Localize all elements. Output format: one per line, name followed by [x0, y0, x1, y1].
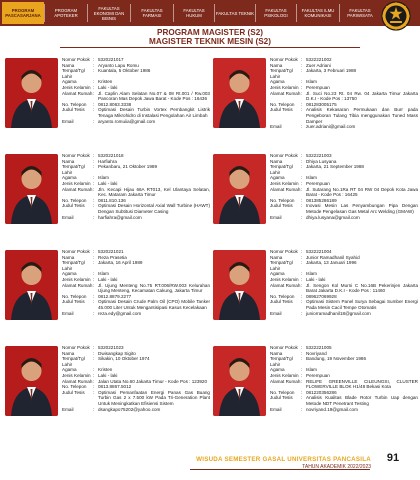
detail-row-nama: Nama : Reza Prasetia	[62, 255, 210, 261]
nav-tab-hukum[interactable]: FAKULTAS HUKUM	[183, 8, 205, 18]
email-value[interactable]: aryanto.romuiia@gmail.com	[98, 118, 156, 124]
detail-label: Email	[62, 310, 74, 316]
detail-row-jenis-kelamin: Jenis Kelamin : Laki - laki	[62, 373, 210, 379]
detail-row-ttl: Tempat/Tgl Lahir : Jakarta, 3 Februari 1988	[270, 68, 418, 79]
detail-row-alamat: Alamat Rumah : Jln. Kecapi Hijau 66A RT013, Kel Ulantaya Selatan, Kec. Mataram Jakarta Timur	[62, 186, 210, 198]
graduate-details	[270, 57, 418, 130]
telepon-value: 0811.810.136	[98, 197, 126, 203]
detail-row-ttl: Tempat/Tgl Lahir : Jakarta, 13 Januari 1996	[270, 260, 418, 271]
nomor-pokok-value: 5320221021	[98, 249, 124, 254]
graduate-details	[62, 57, 210, 124]
heading-divider	[60, 47, 360, 48]
detail-row-nama: Nama : Junior Ramadhanil Syahid	[270, 255, 418, 261]
detail-row-email: Email : dsangkapo75202@yahoo.com	[62, 407, 210, 413]
detail-row-agama: Agama : Kristen	[62, 367, 210, 373]
agama-value: Islam	[306, 79, 317, 85]
alamat-value: Jl. Ujung Menteng No.75 RT.006/RW.003 Kelurahan Ujung Menteng, Kecamatan Cakung, Jakarta Timur	[98, 282, 210, 294]
jenis-kelamin-value: Laki - laki	[98, 372, 118, 378]
detail-label: Alamat Rumah	[270, 90, 301, 96]
detail-label: Nomor Pokok	[270, 153, 298, 158]
nama-value: Dhiya Lusyana	[306, 158, 337, 164]
person-portrait-icon	[5, 154, 58, 224]
detail-label: Judul Tesis	[270, 203, 293, 209]
detail-label: Nomor Pokok	[270, 57, 298, 62]
detail-label: Nama	[270, 350, 283, 356]
nomor-pokok-value: 5322221002	[306, 57, 332, 62]
person-portrait-icon	[5, 346, 58, 416]
detail-row-email: Email : aryanto.romuiia@gmail.com	[62, 119, 210, 125]
nav-tab-ilmu-komunikasi[interactable]: FAKULTAS ILMU KOMUNIKASI	[301, 8, 335, 18]
email-value[interactable]: juniorramadhanil18@gmail.com	[306, 310, 371, 316]
detail-row-judul-tesis: Judul Tesis : Optimasi Desain Crude Palm Oil (CPO) Mobile Tanker 45.000 Liter Untuk Mengantisipasi Kasus Kecelakaan	[62, 299, 210, 310]
detail-label: Jenis Kelamin	[62, 84, 91, 90]
detail-row-nama: Nama : Zuer Adriani	[270, 63, 418, 69]
footer-event-title: WISUDA SEMESTER GASAL UNIVERSITAS PANCASILA	[196, 456, 371, 463]
detail-label: No. Telepon	[62, 197, 87, 203]
graduate-details	[270, 345, 418, 412]
detail-row-alamat: Alamat Rumah : Jl. Sutarang No.1Ra RT 04 RW 04 Depok Kota Jawa Barat - Kode Pos : 16425	[270, 186, 418, 198]
program-subtitle: MAGISTER TEKNIK MESIN (S2)	[149, 37, 271, 46]
agama-value: Islam	[306, 367, 317, 373]
detail-row-nomor-pokok: Nomor Pokok : 5320221018	[62, 153, 210, 159]
detail-label: Nama	[62, 158, 75, 164]
nama-value: Reza Prasetia	[98, 254, 127, 260]
detail-label: No. Telepon	[62, 101, 87, 107]
detail-label: Email	[270, 310, 282, 316]
nomor-pokok-value: 5322221005	[306, 345, 332, 350]
ttl-value: Bandung, 19 November 1986	[306, 356, 367, 362]
detail-row-email: Email : dhiya.lusyana@gmail.com	[270, 215, 418, 221]
detail-label: Jenis Kelamin	[62, 180, 91, 186]
detail-row-alamat: Alamat Rumah : Jl. Ujung Menteng No.75 RT.006/RW.003 Kelurahan Ujung Menteng, Kecamatan Cakung, Jakarta Timur	[62, 282, 210, 294]
detail-row-nomor-pokok: Nomor Pokok : 5320221017	[62, 57, 210, 63]
graduate-photo	[5, 250, 58, 320]
detail-row-judul-tesis: Judul Tesis : Analisis Kualitas Blade Rotor Turbin Uap dengan Metode NDT Penetrant Testing	[270, 395, 418, 406]
detail-label: Judul Tesis	[270, 299, 293, 305]
detail-label: No. Telepon	[270, 197, 295, 203]
detail-row-nama: Nama : Novriyand	[270, 351, 418, 357]
detail-label: Nama	[62, 254, 75, 260]
detail-row-agama: Agama : Islam	[62, 175, 210, 181]
detail-row-telepon: No. Telepon : 0813.8867.5012	[62, 384, 210, 390]
detail-label: Alamat Rumah	[270, 282, 301, 288]
alamat-value: Jalan Utata No.60 Jakarta Timur - Kode Pos : 123920	[98, 378, 208, 384]
detail-row-nama: Nama : Dhiya Lusyana	[270, 159, 418, 165]
detail-label: Tempat/Tgl Lahir	[62, 164, 85, 175]
detail-row-ttl: Tempat/Tgl Lahir : Kuantala, 5 Oktober 1986	[62, 68, 210, 79]
graduate-photo	[213, 58, 266, 128]
telepon-value: 081385286189	[306, 197, 337, 203]
graduate-card	[212, 345, 418, 439]
email-value[interactable]: dhiya.lusyana@gmail.com	[306, 214, 360, 220]
detail-label: Tempat/Tgl Lahir	[270, 68, 293, 79]
nav-tab-farmasi[interactable]: FAKULTAS FARMASI	[141, 8, 163, 18]
detail-row-nama: Nama : Aryanto Lapu Romu	[62, 63, 210, 69]
program-title: PROGRAM MAGISTER (S2)	[157, 28, 263, 37]
detail-label: Email	[270, 214, 282, 220]
email-value[interactable]: novriyand.19@gmail.com	[306, 406, 358, 412]
detail-label: Nomor Pokok	[62, 249, 90, 254]
graduate-details	[270, 249, 418, 316]
detail-row-judul-tesis: Judul Tesis : Optimasi Desain Horizontal Axial Wall Turbine (HAWT) Dengan Subtitusi Diameter Casing	[62, 203, 210, 214]
nama-value: Aryanto Lapu Romu	[98, 62, 139, 68]
detail-row-telepon: No. Telepon : 0811.810.136	[62, 198, 210, 204]
detail-row-email: Email : zuer.adriani@gmail.com	[270, 124, 418, 130]
university-emblem-icon	[381, 1, 411, 31]
ttl-value: Jakarta, 16 April 1989	[98, 260, 143, 266]
detail-row-jenis-kelamin: Jenis Kelamin : Perempuan	[270, 373, 418, 379]
alamat-value: Jln. Kecapi Hijau 66A RT013, Kel Ulantaya Selatan, Kec. Mataram Jakarta Timur	[98, 186, 210, 198]
detail-label: Judul Tesis	[62, 299, 85, 305]
agama-value: Islam	[98, 271, 109, 277]
detail-label: Agama	[270, 79, 285, 85]
alamat-value: Jl. Sutarang No.1Ra RT 04 RW 04 Depok Kota Jawa Barat - Kode Pos : 16425	[306, 186, 418, 198]
jenis-kelamin-value: Laki - laki	[98, 276, 118, 282]
graduate-card	[4, 153, 210, 247]
graduate-card	[4, 345, 210, 439]
nama-value: Novriyand	[306, 350, 327, 356]
detail-row-jenis-kelamin: Jenis Kelamin : Perempuan	[270, 85, 418, 91]
detail-row-jenis-kelamin: Jenis Kelamin : Laki - laki	[62, 277, 210, 283]
detail-label: Email	[62, 118, 74, 124]
detail-label: No. Telepon	[62, 384, 87, 390]
detail-label: Nomor Pokok	[62, 57, 90, 62]
detail-label: Jenis Kelamin	[62, 276, 91, 282]
detail-row-telepon: No. Telepon : 089627069928	[270, 294, 418, 300]
detail-row-alamat: Alamat Rumah : Jl. Suci No.23 Rt. 04 Rw. 04 Jakarta Timur Jakarta D.K.I - Kode Pos : 13750	[270, 90, 418, 102]
detail-row-ttl: Tempat/Tgl Lahir : Sikakin, 10 Oktober 1974	[62, 356, 210, 367]
detail-label: Judul Tesis	[62, 107, 85, 113]
detail-row-email: Email : juniorramadhanil18@gmail.com	[270, 311, 418, 317]
detail-label: Jenis Kelamin	[62, 372, 91, 378]
agama-value: Islam	[98, 175, 109, 181]
jenis-kelamin-value: Laki - laki	[306, 276, 326, 282]
telepon-value: 0813.8867.5012	[98, 384, 132, 390]
detail-label: Jenis Kelamin	[270, 84, 299, 90]
judul-tesis-value: Inovasi Mesin Las Penyambungan Pipa Dengan Metode Pengelasan Gas Metal Arc Welding (GMAW)	[306, 203, 418, 214]
detail-label: Judul Tesis	[62, 203, 85, 209]
detail-row-nomor-pokok: Nomor Pokok : 5322221002	[270, 57, 418, 63]
alamat-value: Jl. Sengon Kol Murni C No.16B Pekerinjen Jakarta Barat Jakarta D.K.I - Kode Pos : 11460	[306, 282, 418, 294]
detail-row-nomor-pokok: Nomor Pokok : 5320221023	[62, 345, 210, 351]
detail-row-telepon: No. Telepon : 081283005175	[270, 102, 418, 108]
agama-value: Islam	[306, 175, 317, 181]
ttl-value: Kuantala, 5 Oktober 1986	[98, 68, 151, 74]
person-portrait-icon	[5, 250, 58, 320]
detail-label: Nomor Pokok	[270, 345, 298, 350]
detail-label: Judul Tesis	[270, 395, 293, 401]
detail-row-ttl: Tempat/Tgl Lahir : Bandung, 19 November 1986	[270, 356, 418, 367]
email-value[interactable]: zuer.adriani@gmail.com	[306, 124, 356, 130]
detail-row-nomor-pokok: Nomor Pokok : 5320221021	[62, 249, 210, 255]
graduate-photo	[5, 346, 58, 416]
detail-row-email: Email : harfiahra@gmail.com	[62, 215, 210, 221]
judul-tesis-value: Optimasi Desain Horizontal Axial Wall Turbine (HAWT) Dengan Subtitusi Diameter Casing	[98, 203, 210, 214]
nomor-pokok-value: 5322221004	[306, 249, 332, 254]
detail-row-nama: Nama : Harfiahra	[62, 159, 210, 165]
email-value[interactable]: harfiahra@gmail.com	[98, 214, 142, 220]
detail-label: Nomor Pokok	[62, 153, 90, 158]
graduate-photo	[5, 58, 58, 128]
faculty-nav-bar	[0, 0, 420, 26]
detail-label: Tempat/Tgl Lahir	[270, 260, 293, 271]
detail-label: Agama	[62, 79, 77, 85]
detail-label: Nama	[270, 62, 283, 68]
detail-row-jenis-kelamin: Jenis Kelamin : Perempuan	[270, 181, 418, 187]
ttl-value: Pekanbaru, 21 Oktober 1989	[98, 164, 157, 170]
detail-row-agama: Agama : Islam	[62, 271, 210, 277]
detail-row-jenis-kelamin: Jenis Kelamin : Laki - laki	[62, 181, 210, 187]
judul-tesis-value: Analisis Kekasaran Permukaan dan Burr pada Pengeboran Tulang Tibia menggunakan Tuned Mass Damper	[306, 107, 418, 124]
detail-label: Email	[62, 406, 74, 412]
detail-row-alamat: Alamat Rumah : RELIFE GREENVILLE CILEUNGSI, CLUSTER FLOWERVILLE BLOK H1/48 Bekasi Kota	[270, 378, 418, 390]
page-number: 91	[386, 452, 400, 464]
detail-row-agama: Agama : Islam	[270, 175, 418, 181]
jenis-kelamin-value: Perempuan	[306, 180, 330, 186]
detail-label: Agama	[270, 271, 285, 277]
detail-row-judul-tesis: Judul Tesis : Analisis Kekasaran Permukaan dan Burr pada Pengeboran Tulang Tibia menggunakan Tuned Mass Damper	[270, 107, 418, 124]
judul-tesis-value: Optimasi Desain Turbin Vortex Pembangkit Listrik Tenaga Mikrohidro di Instalasi Pengolahan Air Limbah	[98, 107, 210, 118]
agama-value: Kristen	[98, 367, 113, 373]
telepon-value: 0812.8063.3338	[98, 101, 132, 107]
detail-label: Alamat Rumah	[270, 186, 301, 192]
detail-label: Email	[270, 124, 282, 130]
detail-label: Agama	[62, 271, 77, 277]
detail-label: Alamat Rumah	[270, 378, 301, 384]
judul-tesis-value: Optimasi Sistem Panel Surya Sebagai Sumber Energi Pada Mesin Cacil Tempe Otomatis	[306, 299, 418, 310]
nomor-pokok-value: 5320221023	[98, 345, 124, 350]
email-value[interactable]: reza.edy@gmail.com	[98, 310, 142, 316]
person-portrait-icon	[213, 58, 266, 128]
detail-label: Nama	[62, 350, 75, 356]
detail-row-jenis-kelamin: Jenis Kelamin : Laki - laki	[62, 85, 210, 91]
graduate-photo	[213, 154, 266, 224]
footer-academic-year: TAHUN AKADEMIK 2022/2023	[302, 464, 371, 470]
judul-tesis-value: Optimasi Desain Crude Palm Oil (CPO) Mobile Tanker 45.000 Liter Untuk Mengantisipasi Kasus Kecelakaan	[98, 299, 210, 310]
alamat-value: Jl. Suci No.23 Rt. 04 Rw. 04 Jakarta Timur Jakarta D.K.I - Kode Pos : 13750	[306, 90, 418, 102]
jenis-kelamin-value: Perempuan	[306, 372, 330, 378]
graduate-details	[62, 153, 210, 220]
jenis-kelamin-value: Laki - laki	[98, 84, 118, 90]
person-portrait-icon	[213, 154, 266, 224]
detail-row-ttl: Tempat/Tgl Lahir : Jakarta, 16 April 1989	[62, 260, 210, 271]
detail-label: Nama	[62, 62, 75, 68]
detail-row-judul-tesis: Judul Tesis : Optimasi Desain Turbin Vortex Pembangkit Listrik Tenaga Mikrohidro di Instalasi Pengolahan Air Limbah	[62, 107, 210, 118]
detail-label: Tempat/Tgl Lahir	[62, 356, 85, 367]
detail-row-telepon: No. Telepon : 0812.8063.3338	[62, 102, 210, 108]
telepon-value: 0812.8879.2277	[98, 293, 132, 299]
detail-row-judul-tesis: Judul Tesis : Inovasi Mesin Las Penyambungan Pipa Dengan Metode Pengelasan Gas Metal Arc Welding (GMAW)	[270, 203, 418, 214]
person-portrait-icon	[5, 58, 58, 128]
ttl-value: Jakarta, 3 Februari 1988	[306, 68, 357, 74]
detail-row-nomor-pokok: Nomor Pokok : 5322221003	[270, 153, 418, 159]
ttl-value: Jakarta, 13 Januari 1996	[306, 260, 357, 266]
judul-tesis-value: Optimasi Pemanfaatan Energi Panas Gas Buang Turbin Gas 2 x 7.500 kW Pada Tri-Generation Plant Untuk Meningkatkan Efisiensi Sistem	[98, 389, 210, 406]
detail-label: Judul Tesis	[270, 107, 293, 113]
detail-row-telepon: No. Telepon : 081220356286	[270, 390, 418, 396]
detail-label: No. Telepon	[62, 293, 87, 299]
detail-row-agama: Agama : Islam	[270, 367, 418, 373]
detail-row-ttl: Tempat/Tgl Lahir : Jakarta, 21 September 1988	[270, 164, 418, 175]
detail-row-nomor-pokok: Nomor Pokok : 5322221004	[270, 249, 418, 255]
graduate-photo	[213, 250, 266, 320]
detail-label: Alamat Rumah	[62, 282, 93, 288]
graduate-card	[4, 57, 210, 151]
detail-label: Nomor Pokok	[270, 249, 298, 254]
nav-tab-psikologi[interactable]: FAKULTAS PSIKOLOGI	[264, 8, 288, 18]
graduate-photo	[5, 154, 58, 224]
detail-row-jenis-kelamin: Jenis Kelamin : Laki - laki	[270, 277, 418, 283]
detail-label: Agama	[270, 367, 285, 373]
graduate-card	[212, 153, 418, 247]
nav-tab-ekonomi-bisnis[interactable]: FAKULTAS EKONOMI DAN BISNIS	[93, 5, 125, 21]
ttl-value: Jakarta, 21 September 1988	[306, 164, 364, 170]
detail-label: Jenis Kelamin	[270, 372, 299, 378]
detail-row-nomor-pokok: Nomor Pokok : 5322221005	[270, 345, 418, 351]
detail-row-judul-tesis: Judul Tesis : Optimasi Sistem Panel Surya Sebagai Sumber Energi Pada Mesin Cacil Tempe Otomatis	[270, 299, 418, 310]
ttl-value: Sikakin, 10 Oktober 1974	[98, 356, 150, 362]
person-portrait-icon	[213, 346, 266, 416]
detail-row-ttl: Tempat/Tgl Lahir : Pekanbaru, 21 Oktober 1989	[62, 164, 210, 175]
detail-row-agama: Agama : Kristen	[62, 79, 210, 85]
detail-row-telepon: No. Telepon : 0812.8879.2277	[62, 294, 210, 300]
detail-label: No. Telepon	[270, 389, 295, 395]
detail-row-agama: Agama : Islam	[270, 271, 418, 277]
detail-label: Tempat/Tgl Lahir	[62, 260, 85, 271]
detail-row-alamat: Alamat Rumah : Jl. Caplin Alam Selatan No.07 & 08 Rt.001 / Rw.003 Pancoran Mas Depok Jawa Barat - Kode Pos : 16436	[62, 90, 210, 102]
graduate-details	[270, 153, 418, 220]
nav-tab-teknik[interactable]: FAKULTAS TEKNIK	[216, 10, 254, 16]
jenis-kelamin-value: Perempuan	[306, 84, 330, 90]
detail-label: Email	[270, 406, 282, 412]
detail-label: Nomor Pokok	[62, 345, 90, 350]
jenis-kelamin-value: Laki - laki	[98, 180, 118, 186]
detail-label: Jenis Kelamin	[270, 180, 299, 186]
email-value[interactable]: dsangkapo75202@yahoo.com	[98, 406, 161, 412]
nav-tab-pascasarjana[interactable]: PROGRAM PASCASARJANA	[2, 2, 44, 24]
nav-tab-pariwisata[interactable]: FAKULTAS PARIWISATA	[347, 8, 373, 18]
graduate-card	[212, 57, 418, 151]
detail-row-nama: Nama : Dwisangkap Sigito	[62, 351, 210, 357]
detail-label: No. Telepon	[270, 293, 295, 299]
nama-value: Junior Ramadhanil Syahid	[306, 254, 360, 260]
detail-label: Nama	[270, 254, 283, 260]
detail-row-agama: Agama : Islam	[270, 79, 418, 85]
detail-label: Agama	[62, 175, 77, 181]
detail-row-judul-tesis: Judul Tesis : Optimasi Pemanfaatan Energi Panas Gas Buang Turbin Gas 2 x 7.500 kW Pada Tri-Generation Plant Untuk Meningkatkan Efisiensi Sistem	[62, 389, 210, 406]
program-heading	[0, 28, 420, 46]
person-portrait-icon	[213, 250, 266, 320]
telepon-value: 081283005175	[306, 101, 337, 107]
graduate-card	[212, 249, 418, 343]
detail-label: Jenis Kelamin	[270, 276, 299, 282]
detail-label: Email	[62, 214, 74, 220]
detail-label: Alamat Rumah	[62, 90, 93, 96]
agama-value: Islam	[306, 271, 317, 277]
alamat-value: Jl. Caplin Alam Selatan No.07 & 08 Rt.001 / Rw.003 Pancoran Mas Depok Jawa Barat - Kode Pos : 16436	[98, 90, 210, 102]
graduate-photo	[213, 346, 266, 416]
detail-label: Agama	[62, 367, 77, 373]
detail-row-alamat: Alamat Rumah : Jalan Utata No.60 Jakarta Timur - Kode Pos : 123920	[62, 379, 210, 385]
detail-label: Nama	[270, 158, 283, 164]
alamat-value: RELIFE GREENVILLE CILEUNGSI, CLUSTER FLOWERVILLE BLOK H1/48 Bekasi Kota	[306, 378, 418, 390]
detail-row-email: Email : reza.edy@gmail.com	[62, 311, 210, 317]
nav-tab-apoteker[interactable]: PROGRAM APOTEKER	[54, 8, 78, 18]
nomor-pokok-value: 5320221017	[98, 57, 124, 62]
detail-row-telepon: No. Telepon : 081385286189	[270, 198, 418, 204]
telepon-value: 089627069928	[306, 293, 337, 299]
nomor-pokok-value: 5320221018	[98, 153, 124, 158]
graduate-details	[62, 345, 210, 412]
graduate-details	[62, 249, 210, 316]
detail-row-email: Email : novriyand.19@gmail.com	[270, 407, 418, 413]
agama-value: Kristen	[98, 79, 113, 85]
detail-label: Tempat/Tgl Lahir	[270, 164, 293, 175]
detail-label: No. Telepon	[270, 101, 295, 107]
detail-label: Tempat/Tgl Lahir	[270, 356, 293, 367]
detail-label: Tempat/Tgl Lahir	[62, 68, 85, 79]
detail-label: Alamat Rumah	[62, 186, 93, 192]
detail-label: Agama	[270, 175, 285, 181]
judul-tesis-value: Analisis Kualitas Blade Rotor Turbin Uap dengan Metode NDT Penetrant Testing	[306, 395, 418, 406]
detail-row-alamat: Alamat Rumah : Jl. Sengon Kol Murni C No.16B Pekerinjen Jakarta Barat Jakarta D.K.I - Kode Pos : 11460	[270, 282, 418, 294]
nama-value: Dwisangkap Sigito	[98, 350, 136, 356]
telepon-value: 081220356286	[306, 389, 337, 395]
graduate-card	[4, 249, 210, 343]
nama-value: Harfiahra	[98, 158, 117, 164]
nomor-pokok-value: 5322221003	[306, 153, 332, 158]
detail-label: Judul Tesis	[62, 389, 85, 395]
nama-value: Zuer Adriani	[306, 62, 331, 68]
detail-label: Alamat Rumah	[62, 378, 93, 384]
